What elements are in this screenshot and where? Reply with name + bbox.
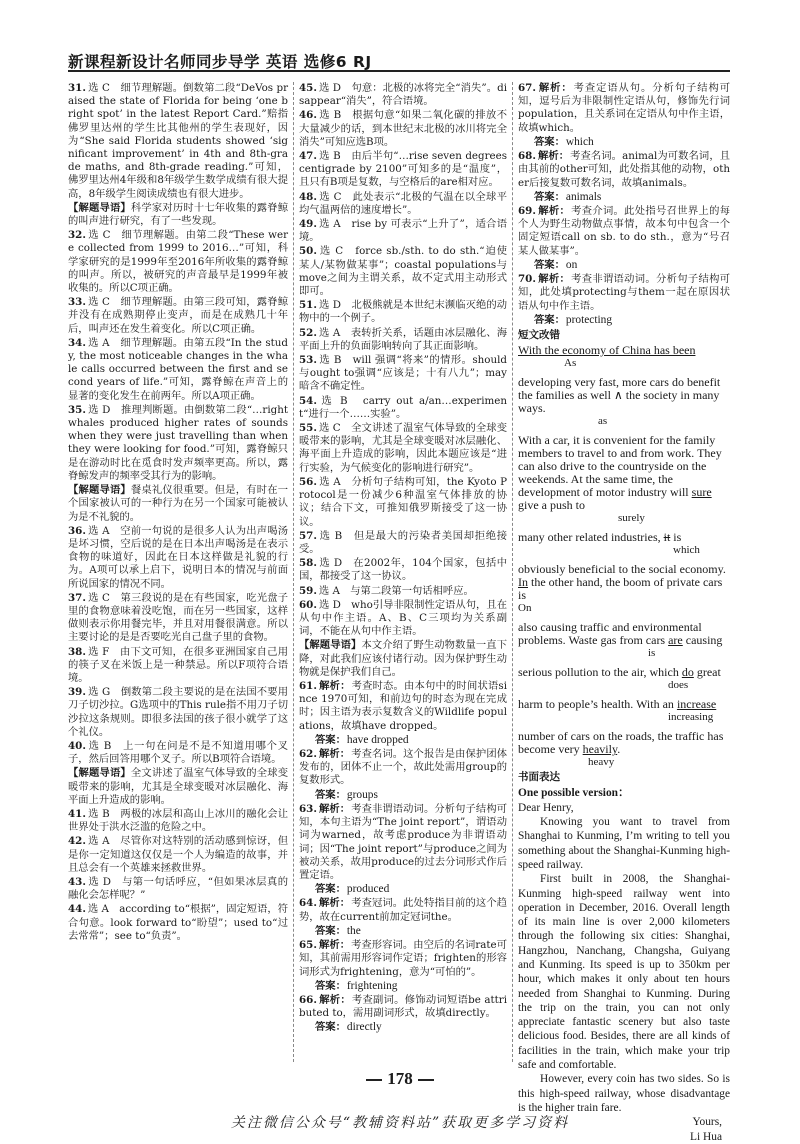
explanation-text: 考查副词。修饰动词短语be attributed to，需用副词形式，故填directly。	[299, 994, 508, 1020]
answer-label: 答案：	[315, 924, 346, 937]
explanation-text: 选 D 与第一句话呼应，“但如果冰层真的融化会怎样呢？”	[68, 875, 288, 902]
marked-word: heavily	[582, 742, 618, 757]
writing-heading: 书面表达	[518, 771, 560, 784]
answer-value: frightening	[346, 979, 398, 992]
guide-text: 科学家对历时十七年收集的露脊鲸的叫声进行研究，有了一些发现。	[68, 201, 289, 228]
explanation-text: 选 C 细节理解题。由第三段可知，露脊鲸并没有在成熟期停止变声，而是在成熟几十年后，叫声还在发生着变化。所以C项正确。	[68, 296, 288, 335]
analysis-label: 解析：	[318, 748, 351, 761]
answer-entry	[68, 876, 288, 902]
answer-entry	[299, 585, 507, 598]
question-number: 40.	[68, 739, 86, 752]
question-number: 52.	[299, 326, 317, 339]
answer-entry	[518, 82, 730, 149]
error-correction-passage	[518, 344, 730, 769]
marked-word: are	[668, 633, 683, 648]
answer-entry	[299, 476, 507, 529]
explanation-text: 考查非谓语动词。分析句子结构可知，此处填protecting与them一起在原因状语从句中作主语。	[518, 273, 731, 312]
question-number: 57.	[299, 529, 317, 542]
answer-entry	[299, 299, 507, 325]
answer-value: directly	[346, 1021, 382, 1034]
explanation-text: 考查名词。这个报告是由保护团体发布的，团体不止一个，故此处需用group的复数形式。	[299, 748, 508, 787]
answer-entry	[299, 422, 507, 475]
question-number: 62.	[299, 748, 317, 761]
question-number: 61.	[299, 679, 317, 692]
essay-closing: Yours,	[692, 1116, 722, 1129]
essay-paragraph: However, every coin has two sides. So is this high-speed railway, whose disadvantage is the higher train fare.	[518, 1073, 730, 1114]
marked-word: With the economy of China has been	[518, 343, 696, 358]
answer-column-right	[518, 82, 731, 1143]
explanation-text: 考查介词。此处指号召世界上的每个人为野生动物做点事情，故本句中包含一个固定短语call on sb. to do sth.，意为“号召某人做某事”。	[518, 205, 731, 257]
question-number: 66.	[299, 994, 317, 1007]
answer-entry	[299, 327, 507, 353]
explanation-text: 选 A 尽管你对这特别的活动感到惊讶，但是你一定知道这仅仅是一个人为编造的故事，并且总会有一个英雄来拯救世界。	[68, 835, 288, 874]
correction-line	[518, 344, 730, 357]
correction-fix: which	[673, 544, 700, 557]
guide-text: 本文介绍了野生动物数量一直下降，对此我们应该付诸行动。因为保护野生动物就是保护我们自己。	[299, 639, 508, 678]
footer-note: 关注微信公众号“教辅资料站”获取更多学习资料	[230, 1115, 570, 1131]
answer-entry	[68, 296, 288, 336]
question-number: 37.	[68, 591, 86, 604]
explanation-text: 选 B carry out a/an…experiment“进行一个……实验”。	[299, 394, 507, 420]
answer-entry	[68, 337, 288, 403]
answer-value: protecting	[565, 313, 613, 326]
explanation-text: 选 B 上一句在问是不是不知道用哪个叉子，然后回答用哪个叉子。所以B项符合语境。	[68, 739, 288, 766]
question-number: 43.	[68, 875, 86, 888]
answer-label: 答案：	[534, 258, 565, 271]
explanation-text: 考查定语从句。分析句子结构可知，逗号后为非限制性定语从句，修饰先行词population，且关系词在定语从句中作主语，故填which。	[518, 82, 731, 134]
passage-guide	[68, 767, 288, 807]
correction-line: number of cars on the roads, the traffic has become very heavily.	[518, 729, 724, 757]
passage-guide	[68, 484, 288, 524]
question-number: 59.	[299, 584, 317, 597]
answer-label: 答案：	[534, 190, 565, 203]
question-number: 70.	[518, 273, 536, 286]
question-number: 54.	[299, 394, 317, 407]
question-number: 53.	[299, 354, 317, 367]
correction-line: With a car, it is convenient for the family members to travel to and from work. They can also drive to the countryside on the weekends. At the same time, the development of motor industry will sure give a push to	[518, 433, 722, 513]
answer-entry	[299, 191, 507, 217]
question-number: 38.	[68, 645, 86, 658]
book-title: 新课程新设计名师同步导学 英语 选修6 RJ	[68, 53, 372, 71]
correction-fix: is	[648, 647, 656, 660]
answer-value: which	[565, 135, 594, 148]
question-number: 69.	[518, 205, 536, 218]
analysis-label: 解析：	[318, 897, 351, 910]
correction-fix: heavy	[588, 756, 615, 769]
explanation-text: 选 A 细节理解题。由第五段“In the study, the most noticeable changes in the whale calls occurred between the first and second years of life.”可知，露脊鲸在声音上的显著的变化发生在前两年。所以A项正确。	[68, 336, 288, 402]
explanation-text: 选 C 此处表示“北极的气温在以全球平均气温两倍的速度增长”。	[299, 190, 507, 216]
explanation-text: 考查冠词。此处特指目前的这个趋势，故在current前加定冠词the。	[299, 897, 508, 923]
answer-entry	[299, 994, 507, 1035]
answer-entry	[68, 808, 288, 834]
question-number: 55.	[299, 422, 317, 435]
question-number: 44.	[68, 903, 86, 916]
answer-label: 答案：	[315, 733, 346, 746]
question-number: 31.	[68, 82, 86, 94]
guide-label: 【解题导语】	[68, 201, 131, 214]
essay-paragraph: First built in 2008, the Shanghai-Kunming high-speed railway went into operation in December, 2016. Overall length of its main line is over 2,000 kilometers through the following six cities: Shanghai, Hangzhou, Nanchang, Changsha, Guiyang and Kunming. Its speed is up to 350km per hour, which makes it only about ten hours needed from Shanghai to Kunming. During the trip on the train, you can not only appreciate fantastic scenery but also taste delicious food. Besides, there are all kinds of facilities in the train, which make your trip safe and comfortable.	[518, 873, 730, 1072]
correction-line: also causing traffic and environmental problems. Waste gas from cars are causing	[518, 620, 723, 648]
answer-entry	[299, 680, 507, 747]
explanation-text: 选 G 倒数第二段主要说的是在法国不要用刀子切沙拉。G选项中的This rule指不用刀子切沙拉这条规则。即很多法国的孩子很小就学了这个礼仪。	[68, 686, 288, 738]
explanation-text: 考查名词。animal为可数名词，且由其前的other可知，此处指其他的动物，other后接复数可数名词，故填animals。	[518, 150, 730, 189]
explanation-text: 选 C force sb./sth. to do sth.“迫使某人/某物做某事”；coastal populations与move之间为主谓关系，故不定式用主动形式即可。	[299, 245, 507, 298]
answer-label: 答案：	[534, 135, 565, 148]
answer-entry	[68, 686, 288, 739]
answer-entry	[68, 835, 288, 875]
question-number: 32.	[68, 229, 86, 242]
correction-fix: does	[668, 679, 689, 692]
explanation-text: 选 B will 强调“将来”的情形。should与ought to强调“应该是；十有八九”；may暗含不确定性。	[299, 354, 507, 393]
answer-entry	[299, 530, 507, 556]
question-number: 65.	[299, 939, 317, 952]
explanation-text: 选 D 句意：北极的冰将完全“消失”。disappear“消失”，符合语境。	[299, 82, 507, 108]
question-number: 47.	[299, 150, 317, 163]
explanation-text: 选 D 北极熊就是本世纪末濒临灭绝的动物中的一个例子。	[299, 299, 507, 325]
answer-entry	[68, 229, 288, 295]
question-number: 60.	[299, 598, 317, 611]
passage-guide	[299, 639, 507, 679]
analysis-label: 解析：	[537, 205, 571, 218]
explanation-text: 选 A 分析句子结构可知，the Kyoto Protocol是一份减少6种温室气体排放的协议；结合下文，可推知俄罗斯接受了这一协议。	[299, 475, 507, 528]
answer-entry	[518, 273, 730, 327]
answer-entry	[299, 354, 507, 394]
guide-label: 【解题导语】	[68, 484, 131, 497]
answer-entry	[299, 803, 507, 897]
analysis-label: 解析：	[318, 679, 351, 692]
answer-entry	[518, 150, 730, 204]
answer-entry	[68, 740, 288, 766]
explanation-text: 选 D 在2002年，104个国家，包括中国，都接受了这一协议。	[299, 557, 507, 583]
correction-fix: surely	[618, 512, 645, 525]
question-number: 36.	[68, 524, 86, 537]
answer-entry	[68, 592, 288, 645]
question-number: 46.	[299, 109, 317, 122]
answer-entry	[299, 395, 507, 421]
answer-entry	[299, 218, 507, 244]
answer-entry	[68, 903, 288, 943]
guide-text: 餐桌礼仪很重要。但是，有时在一个国家被认可的一种行为在另一个国家可能被认为是不礼貌的。	[68, 484, 289, 523]
analysis-label: 解析：	[537, 82, 573, 94]
correction-fix: increasing	[668, 711, 714, 724]
question-number: 48.	[299, 190, 317, 203]
question-number: 63.	[299, 802, 317, 815]
answer-entry	[299, 109, 507, 149]
question-number: 33.	[68, 296, 86, 309]
column-divider	[512, 82, 513, 1062]
explanation-text: 选 D 推理判断题。由倒数第二段“…right whales produced higher rates of sounds when they were just travelling than when they were looking for food.”可知，露脊鲸只是在游动时比在觅食时发声频率更高。所以，露脊鲸发声的频率受其行为的影响。	[68, 403, 288, 482]
grammar-fill-answers	[518, 82, 730, 327]
answer-entry	[68, 404, 288, 483]
guide-label: 【解题导语】	[299, 639, 362, 652]
correction-line: serious pollution to the air, which do great	[518, 665, 721, 680]
marked-word: increase	[676, 697, 717, 712]
explanation-text: 考查形容词。由空后的名词rate可知，其前需用形容词作定语；frighten的形容词形式为frightening，意为“可怕的”。	[299, 939, 508, 978]
explanation-text: 选 A according to“根据”，固定短语，符合句意。look forward to“盼望”；used to“过去常常”；see to“负责”。	[68, 903, 288, 942]
correction-insert: as	[598, 415, 608, 428]
answer-label: 答案：	[315, 979, 346, 992]
analysis-label: 解析：	[537, 150, 570, 163]
question-number: 35.	[68, 403, 86, 416]
explanation-text: 选 A 与第二段第一句话相呼应。	[318, 584, 474, 597]
guide-text: 全文讲述了温室气体导致的全球变暖带来的影响，尤其是全球变暖对冰层融化、海平面上升造成的影响。	[68, 767, 289, 806]
answer-entry	[68, 525, 288, 591]
marked-word: sure	[691, 485, 712, 500]
question-number: 49.	[299, 218, 317, 231]
column-divider	[293, 82, 294, 1062]
answer-value: groups	[346, 788, 378, 801]
guide-label: 【解题导语】	[68, 767, 131, 780]
essay-signature: Li Hua	[690, 1130, 722, 1143]
answer-label: 答案：	[315, 1021, 346, 1034]
explanation-text: 选 D who引导非限制性定语从句，且在从句中作主语。A、B、C三项均为关系副词，不能在从句中作主语。	[299, 598, 507, 638]
question-number: 39.	[68, 686, 86, 699]
answer-label: 答案：	[315, 788, 346, 801]
explanation-text: 选 B 由后半句“…rise seven degrees centigrade by 2100”可知多的是“温度”，且只有B项是复数，与空格后的are相对应。	[299, 150, 507, 189]
error-correction-heading: 短文改错	[518, 329, 560, 342]
question-number: 51.	[299, 299, 317, 312]
correction-line: developing very fast, more cars do benefit the families as well ∧ the society in many ways.	[518, 375, 721, 416]
explanation-text: 选 F 由下文可知，在很多亚洲国家自己用的筷子叉在米饭上是一种禁忌。所以F项符合语境。	[68, 645, 288, 684]
page-number: 178	[0, 1069, 800, 1089]
explanation-text: 考查非谓语动词。分析句子结构可知，本句主语为“The joint report”，谓语动词为warned，故考虑produce为非谓语动词；因“The joint report”与produce之间为被动关系，故用produce的过去分词形式作后置定语。	[299, 802, 508, 881]
answer-value: produced	[346, 883, 390, 896]
analysis-label: 解析：	[537, 273, 571, 286]
explanation-text: 选 B 根据句意“如果二氧化碳的排放不大量减少的话，到本世纪末北极的冰川将完全消失”可知应选B项。	[299, 109, 507, 148]
answer-entry	[299, 897, 507, 938]
question-number: 41.	[68, 807, 86, 820]
answer-value: on	[565, 258, 578, 271]
answer-entry	[518, 205, 730, 272]
correction-line: harm to people’s health. With an increase	[518, 697, 717, 712]
correction-fix: As	[564, 357, 577, 370]
explanation-text: 选 A 空前一句说的是很多人认为出声喝汤是坏习惯，空后说的是在日本出声喝汤是在表示食物的味道好，因此在日本这样做是礼貌的行为。A项可以承上启下，说明日本的情况与前面所说国家的情况不同。	[68, 524, 288, 590]
explanation-text: 选 C 第三段说的是在有些国家，吃光盘子里的食物意味着没吃饱，而在另一些国家，这样做则表示你用餐完毕，并且对用餐很满意。所以主要讨论的是是否要吃光自己盘子里的食物。	[68, 591, 288, 644]
question-number: 50.	[299, 245, 317, 258]
answer-value: the	[346, 924, 361, 937]
answer-entry	[299, 599, 507, 639]
answer-label: 答案：	[534, 313, 565, 326]
explanation-text: 考查时态。由本句中的时间状语since 1970可知，和前边句的时态为现在完成时；因主语为表示复数含义的Wildlife populations，故填have dropped。	[299, 679, 508, 732]
page-header	[68, 48, 730, 72]
essay-greeting: Dear Henry,	[518, 801, 574, 814]
explanation-text: 选 C 全文讲述了温室气体导致的全球变暖带来的影响，尤其是全球变暖对冰层融化、海平面上升造成的影响，因此本题应该是“进行实验，为气候变化的影响进行研究”。	[299, 422, 507, 474]
answer-entry	[299, 150, 507, 190]
sample-essay	[518, 786, 730, 1143]
analysis-label: 解析：	[318, 939, 351, 952]
question-number: 64.	[299, 897, 317, 910]
explanation-text: 选 B 但是最大的污染者美国却拒绝接受。	[299, 529, 507, 555]
correction-line: many other related industries, it is	[518, 530, 682, 545]
answer-entry	[68, 646, 288, 686]
question-number: 58.	[299, 557, 317, 570]
question-number: 56.	[299, 475, 317, 488]
analysis-label: 解析：	[318, 802, 351, 815]
struck-word: it	[663, 530, 671, 545]
explanation-text: 选 A 表转折关系，话题由冰层融化、海平面上升的负面影响转向了其正面影响。	[299, 326, 507, 352]
analysis-label: 解析：	[318, 994, 351, 1007]
answer-entry	[299, 82, 507, 108]
answer-entry	[68, 82, 288, 201]
answer-value: animals	[565, 190, 602, 203]
question-number: 68.	[518, 150, 536, 163]
essay-paragraph: Knowing you want to travel from Shanghai to Kunming, I’m writing to tell you something about the Shanghai-Kunming high-speed railway.	[518, 816, 730, 871]
answer-entry	[299, 557, 507, 583]
marked-word: In	[518, 575, 528, 590]
question-number: 34.	[68, 336, 86, 349]
correction-fix: On	[518, 602, 532, 615]
question-number: 42.	[68, 835, 86, 848]
answer-column-left	[68, 82, 288, 1058]
explanation-text: 选 C 细节理解题。由第二段“These were collected from 1999 to 2016…”可知，科学家研究的是1999年至2016年所收集的露脊鲸的叫声。所以，被研究的声音最早是1999年被收集的。所以C项正确。	[68, 229, 288, 295]
essay-version-label: One possible version：	[518, 787, 630, 800]
answer-entry	[299, 245, 507, 298]
answer-label: 答案：	[315, 883, 346, 896]
answer-entry	[299, 748, 507, 802]
marked-word: do	[681, 665, 694, 680]
explanation-text: 选 C 细节理解题。倒数第二段“DeVos praised the state of Florida for being ‘one bright spot’ in the latest Report Card.”赔指佛罗里达州的学生比其他州的学生表现好，因为“She said Florida students showed ‘significant improvement’ in 4th and 8th-grade maths, and 8th-grade reading.”可知，佛罗里达州4年级和8年级学生数学成绩有很大提高，8年级学生阅读成绩也有很大进步。	[68, 82, 288, 200]
passage-guide	[68, 202, 288, 228]
explanation-text: 选 A rise by 可表示“上升了”，适合语境。	[299, 218, 507, 244]
answer-column-middle	[299, 82, 507, 1058]
explanation-text: 选 B 两极的冰层和高山上冰川的融化会让世界处于洪水泛滥的危险之中。	[68, 807, 288, 834]
answer-value: have dropped	[346, 733, 409, 746]
question-number: 45.	[299, 82, 317, 94]
correction-line: obviously beneficial to the social economy. In the other hand, the boom of private cars is	[518, 562, 726, 603]
question-number: 67.	[518, 82, 536, 94]
answer-entry	[299, 939, 507, 993]
